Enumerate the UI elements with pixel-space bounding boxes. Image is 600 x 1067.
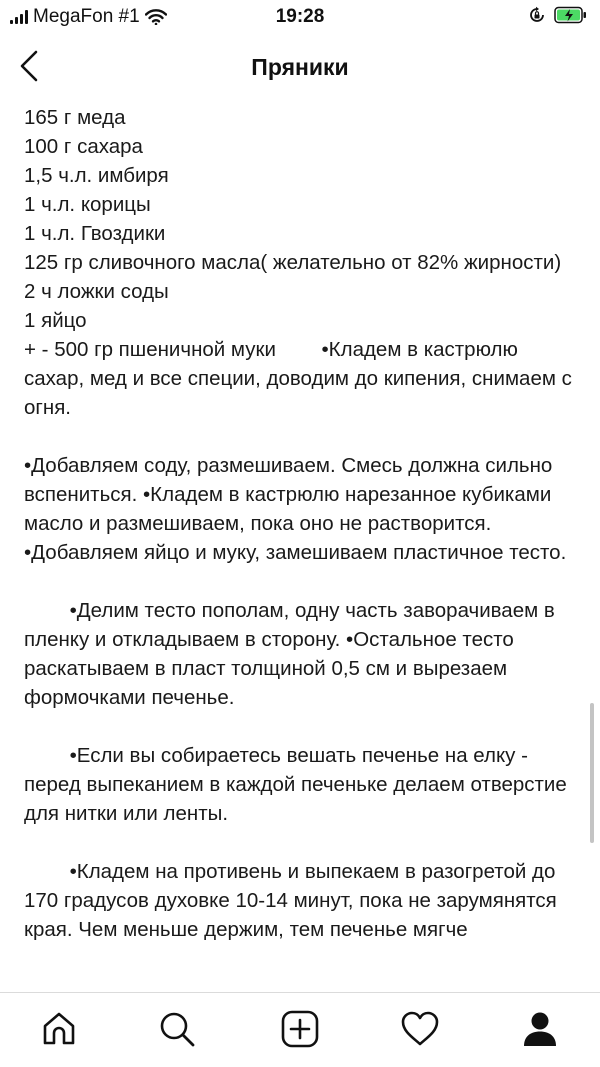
tab-profile[interactable] bbox=[518, 1007, 562, 1051]
status-right bbox=[528, 6, 588, 24]
carrier-name: MegaFon #1 bbox=[33, 6, 140, 27]
status-bar bbox=[0, 0, 600, 36]
tab-home[interactable] bbox=[37, 1007, 81, 1051]
navigation-bar bbox=[0, 36, 600, 98]
status-time: 19:28 bbox=[275, 6, 325, 27]
post-caption-text: 165 г меда 100 г сахара 1,5 ч.л. имбиря 1 ч.л. корицы 1 ч.л. Гвоздики 125 гр сливочного масла( желательно от 82% жирности) 2 ч ложки соды 1 яйцо + - 500 гр пшеничной муки •Кладем в кастрюлю сахар, мед и все специи, доводим до кипения, снимаем с огня. •Добавляем соду, размешиваем. Смесь должна сильно вспениться. •Кладем в кастрюлю нарезанное кубиками масло и размешиваем, пока оно не растворится. •Добавляем яйцо и муку, замешиваем пластичное тесто. •Делим тесто пополам, одну часть заворачиваем в пленку и откладываем в сторону. •Остальное тесто раскатываем в пласт толщиной 0,5 см и вырезаем формочками печенье. •Если вы собираетесь вешать печенье на елку - перед выпеканием в каждой печеньке делаем отверстие для нитки или ленты. •Кладем на противень и выпекаем в разогретой до 170 градусов духовке 10-14 минут, пока не зарумянятся края. Чем меньше держим, тем печенье мягче bbox=[24, 106, 572, 941]
tab-search[interactable] bbox=[155, 1007, 199, 1051]
profile-icon bbox=[520, 1009, 560, 1049]
scrollbar[interactable] bbox=[590, 703, 594, 843]
battery-charging-icon bbox=[554, 6, 588, 24]
home-icon bbox=[39, 1009, 79, 1049]
rotation-lock-icon bbox=[528, 6, 546, 24]
heart-icon bbox=[400, 1009, 440, 1049]
tab-activity[interactable] bbox=[398, 1007, 442, 1051]
tab-bar bbox=[0, 992, 600, 1067]
tab-new-post[interactable] bbox=[278, 1007, 322, 1051]
add-post-icon bbox=[280, 1009, 320, 1049]
search-icon bbox=[157, 1009, 197, 1049]
page-title: Пряники bbox=[251, 54, 349, 80]
